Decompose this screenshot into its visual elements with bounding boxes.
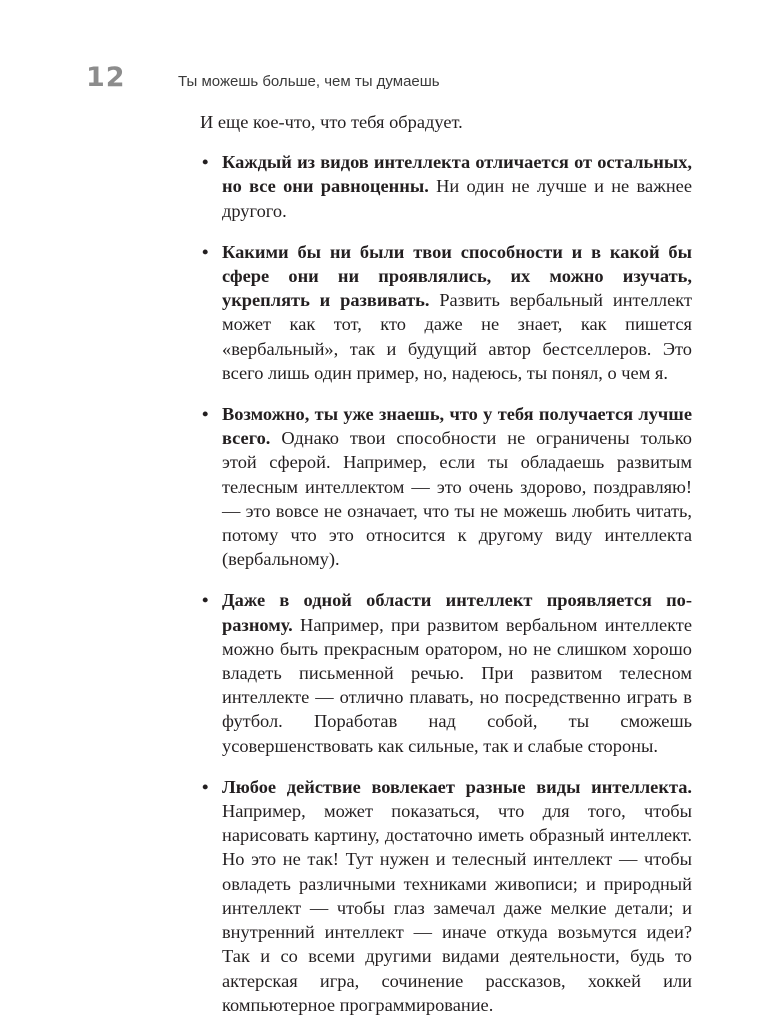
bullet-text: Однако твои способности не ограничены только этой сферой. Например, если ты обладаешь развитым телесным интеллектом — это очень здорово, поздравляю! — это вовсе не означает, что ты не можешь любить читать, потому что это относится к другому виду интеллекта (вербальному).	[222, 428, 692, 570]
bullet-icon: •	[202, 241, 209, 262]
bullet-icon: •	[202, 590, 209, 611]
page-header	[86, 60, 706, 96]
bullet-text: Ни один не лучше и не важнее другого.	[222, 176, 692, 221]
bullet-item	[200, 402, 692, 571]
bullet-item	[200, 588, 692, 757]
running-title: Ты можешь больше, чем ты думаешь	[178, 73, 440, 90]
bullet-list	[200, 150, 692, 1017]
bullet-item	[200, 150, 692, 223]
page-number: 12	[86, 62, 126, 93]
bullet-lead: Какими бы ни были твои способности и в какой бы сфере они ни проявлялись, их можно изучать, укреплять и развивать.	[222, 241, 692, 311]
bullet-icon: •	[202, 404, 209, 425]
bullet-lead: Даже в одной области интеллект проявляется по-разному.	[222, 590, 692, 635]
bullet-lead: Каждый из видов интеллекта отличается от остальных, но все они равноценны.	[222, 152, 692, 197]
intro-paragraph: И еще кое-что, что тебя обрадует.	[200, 112, 463, 132]
bullet-text: Например, при развитом вербальном интеллекте можно быть прекрасным оратором, но не слишком хорошо владеть письменной речью. При развитом телесном интеллекте — отлично плавать, но посредственно играть в футбол. Поработав над собой, ты сможешь усовершенствовать как сильные, так и слабые стороны.	[222, 614, 692, 756]
bullet-text: Например, может показаться, что для того, чтобы нарисовать картину, достаточно иметь образный интеллект. Но это не так! Тут нужен и телесный интеллект — чтобы овладеть различными техниками живописи; и природный интеллект — чтобы глаз замечал даже мелкие детали; и внутренний интеллект — иначе откуда возьмутся идеи? Так и со всеми другими видами деятельности, будь то актерская игра, сочинение рассказов, хоккей или компьютерное программирование.	[222, 801, 692, 1015]
bullet-icon: •	[202, 776, 209, 797]
bullet-icon: •	[202, 152, 209, 173]
bullet-item	[200, 240, 692, 385]
bullet-item	[200, 775, 692, 1017]
bullet-text: Развить вербальный интеллект может как тот, кто даже не знает, как пишется «вербальный», так и будущий автор бестселлеров. Это всего лишь один пример, но, надеюсь, ты понял, о чем я.	[222, 290, 692, 383]
bullet-lead: Любое действие вовлекает разные виды интеллекта.	[222, 776, 692, 797]
page-body	[200, 110, 692, 1034]
bullet-lead: Возможно, ты уже знаешь, что у тебя получается лучше всего.	[222, 404, 692, 449]
